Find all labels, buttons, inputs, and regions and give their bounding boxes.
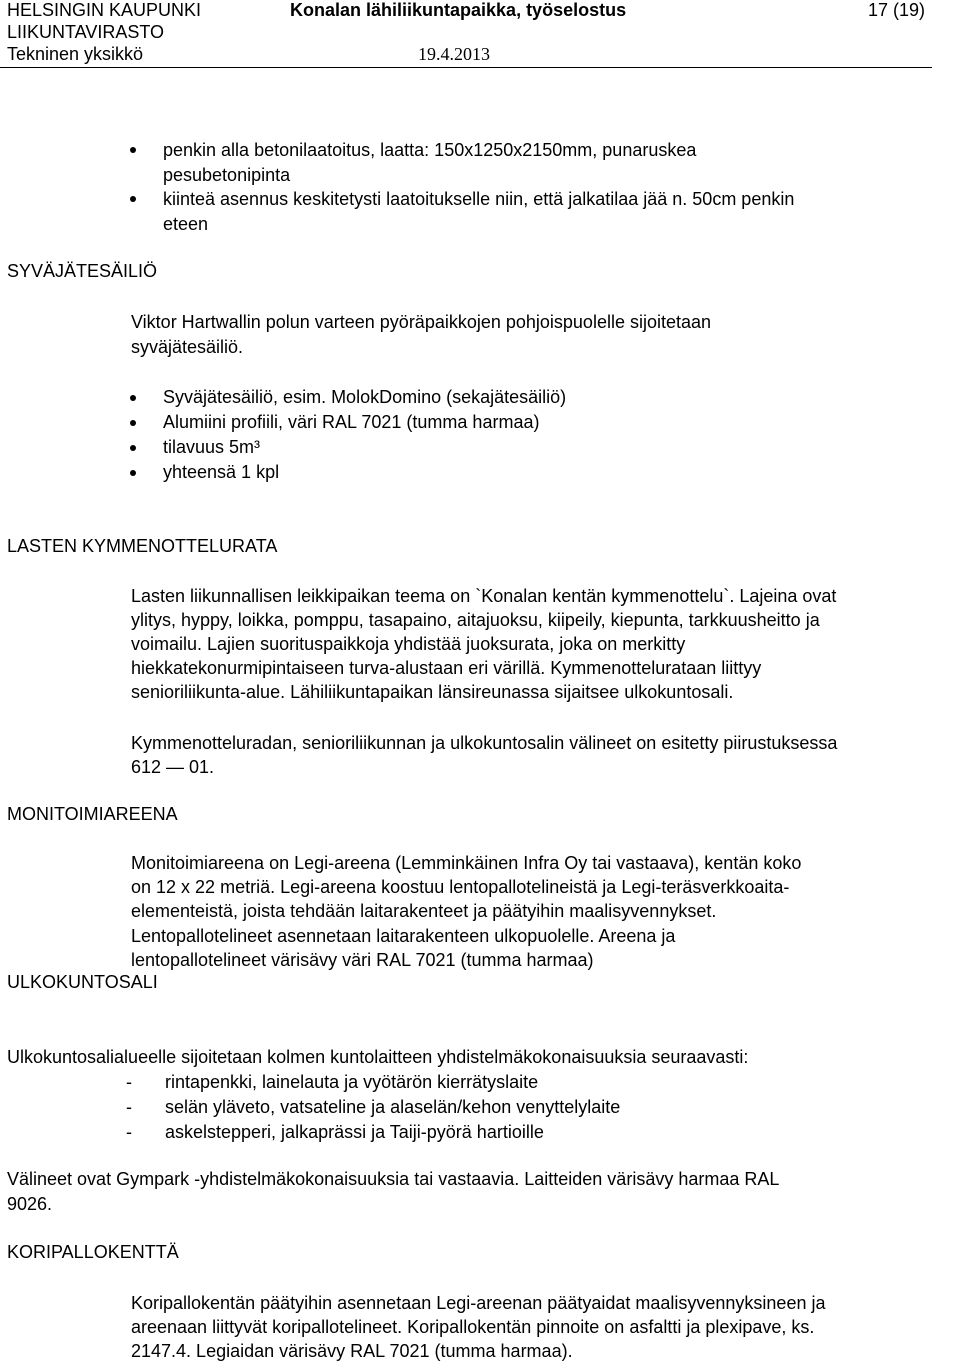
bullet-dot <box>130 395 136 401</box>
paragraph-line: elementeistä, joista tehdään laitarakenteet ja päätyihin maalisyvennykset. <box>131 901 717 921</box>
list-item: Syväjätesäiliö, esim. MolokDomino (sekajätesäiliö) <box>163 387 567 407</box>
paragraph-line: lentopallotelineet värisävy väri RAL 7021 (tumma harmaa) <box>131 950 594 970</box>
document-date: 19.4.2013 <box>418 44 490 64</box>
list-item: askelstepperi, jalkaprässi ja Taiji-pyörä hartioille <box>165 1122 544 1142</box>
header-divider <box>0 67 932 68</box>
paragraph-line: ylitys, hyppy, loikka, pomppu, tasapaino, aitajuoksu, kiipeily, kiepunta, tarkkuusheitto ja <box>131 610 820 630</box>
org-name: HELSINGIN KAUPUNKI <box>7 0 202 20</box>
paragraph-line: Ulkokuntosalialueelle sijoitetaan kolmen kuntolaitteen yhdistelmäkokonaisuuksia seuraavasti: <box>7 1047 749 1067</box>
paragraph-line: on 12 x 22 metriä. Legi-areena koostuu lentopallotelineistä ja Legi-teräsverkkoaita- <box>131 877 790 897</box>
paragraph-line: Lasten liikunnallisen leikkipaikan teema on `Konalan kentän kymmenottelu`. Lajeina ovat <box>131 586 837 606</box>
list-item: kiinteä asennus keskitetysti laatoitukselle niin, että jalkatilaa jää n. 50cm penkin <box>163 189 795 209</box>
section-heading-monitoimiareena: MONITOIMIAREENA <box>7 804 178 824</box>
org-department: LIIKUNTAVIRASTO <box>7 22 165 42</box>
dash-marker: - <box>126 1072 132 1092</box>
list-item-continued: eteen <box>163 214 209 234</box>
list-item: rintapenkki, lainelauta ja vyötärön kierrätyslaite <box>165 1072 539 1092</box>
paragraph-line: hiekkatekonurmipintaiseen turva-alustaan eri värillä. Kymmenottelurataan liittyy <box>131 658 762 678</box>
document-title: Konalan lähiliikuntapaikka, työselostus <box>290 0 627 20</box>
paragraph-line: 2147.4. Legiaidan värisävy RAL 7021 (tumma harmaa). <box>131 1341 573 1361</box>
bullet-dot <box>130 196 136 202</box>
paragraph-line: syväjätesäiliö. <box>131 337 244 357</box>
paragraph-line: Välineet ovat Gympark -yhdistelmäkokonaisuuksia tai vastaavia. Laitteiden värisävy harmaa RAL <box>7 1169 780 1189</box>
bullet-dot <box>130 470 136 476</box>
section-heading-ulkokuntosali: ULKOKUNTOSALI <box>7 972 158 992</box>
paragraph-line: Viktor Hartwallin polun varteen pyöräpaikkojen pohjoispuolelle sijoitetaan <box>131 312 712 332</box>
section-heading-koripallokentta: KORIPALLOKENTTÄ <box>7 1242 179 1262</box>
paragraph-line: Kymmenotteluradan, senioriliikunnan ja ulkokuntosalin välineet on esitetty piirustuksessa <box>131 733 838 753</box>
paragraph-line: voimailu. Lajien suorituspaikkoja yhdistää juoksurata, joka on merkitty <box>131 634 686 654</box>
paragraph-line: areenaan liittyvät koripallotelineet. Koripallokentän pinnoite on asfaltti ja plexipave, ks. <box>131 1317 815 1337</box>
list-item: penkin alla betonilaatoitus, laatta: 150x1250x2150mm, punaruskea <box>163 140 697 160</box>
section-heading-syvajatesailio: SYVÄJÄTESÄILIÖ <box>7 261 158 281</box>
paragraph-line: Koripallokentän päätyihin asennetaan Legi-areenan päätyaidat maalisyvennyksineen ja <box>131 1293 826 1313</box>
list-item: Alumiini profiili, väri RAL 7021 (tumma harmaa) <box>163 412 540 432</box>
bullet-dot <box>130 420 136 426</box>
list-item: yhteensä 1 kpl <box>163 462 280 482</box>
paragraph-line: senioriliikunta-alue. Lähiliikuntapaikan länsireunassa sijaitsee ulkokuntosali. <box>131 682 734 702</box>
bullet-dot <box>130 445 136 451</box>
paragraph-line: 9026. <box>7 1194 53 1214</box>
bullet-dot <box>130 147 136 153</box>
page-number: 17 (19) <box>868 0 926 20</box>
org-unit: Tekninen yksikkö <box>7 44 144 64</box>
paragraph-line: 612 — 01. <box>131 757 215 777</box>
paragraph-line: Monitoimiareena on Legi-areena (Lemminkäinen Infra Oy tai vastaava), kentän koko <box>131 853 802 873</box>
paragraph-line: Lentopallotelineet asennetaan laitarakenteen ulkopuolelle. Areena ja <box>131 926 676 946</box>
list-item: tilavuus 5m³ <box>163 437 261 457</box>
list-item-continued: pesubetonipinta <box>163 165 291 185</box>
list-item: selän yläveto, vatsateline ja alaselän/kehon venyttelylaite <box>165 1097 621 1117</box>
dash-marker: - <box>126 1122 132 1142</box>
dash-marker: - <box>126 1097 132 1117</box>
section-heading-lasten-kymmenottelurata: LASTEN KYMMENOTTELURATA <box>7 536 278 556</box>
